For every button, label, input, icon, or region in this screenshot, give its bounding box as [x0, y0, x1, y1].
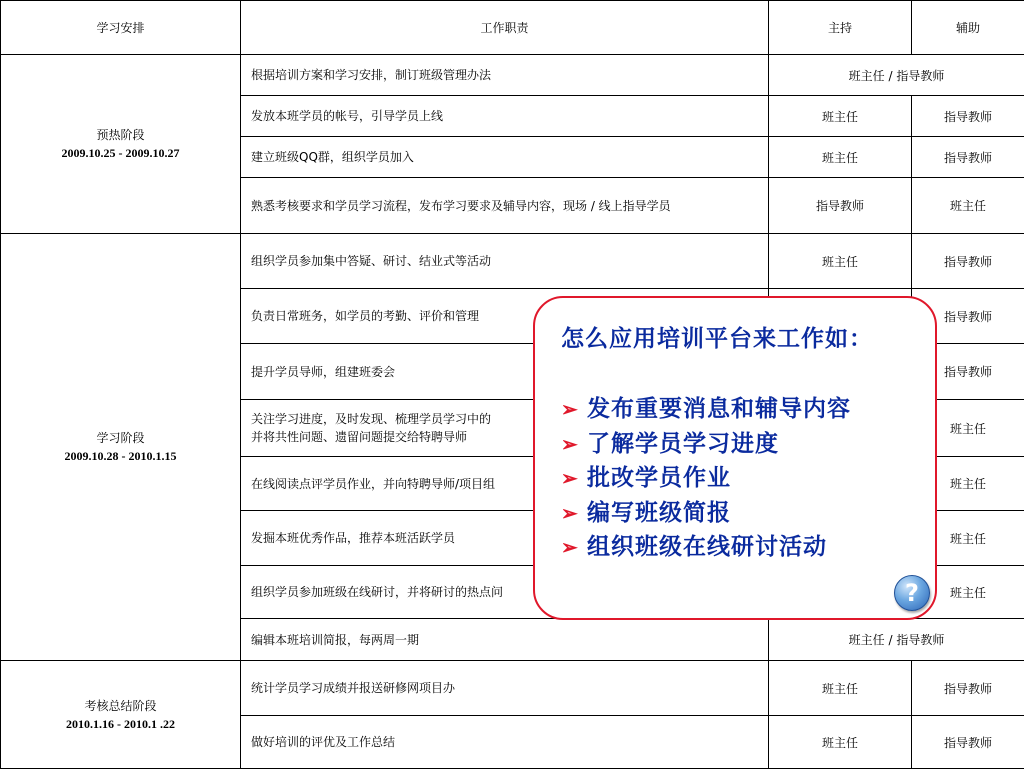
duty-cell: 建立班级QQ群，组织学员加入 — [241, 137, 769, 178]
duty-cell: 发掘本班优秀作品，推荐本班活跃学员 — [241, 511, 769, 566]
callout-item — [561, 496, 851, 531]
stage-cell-assessment — [1, 661, 241, 769]
duty-cell: 统计学员学习成绩并报送研修网项目办 — [241, 661, 769, 716]
duty-cell: 编辑本班培训简报，每两周一期 — [241, 619, 769, 661]
callout-box — [533, 296, 937, 620]
duty-cell: 组织学员参加班级在线研讨，并将研讨的热点问 — [241, 566, 769, 619]
stage-dates: 2009.10.25 - 2009.10.27 — [1, 144, 240, 162]
merged-role-cell: 班主任 / 指导教师 — [769, 619, 1024, 661]
duty-cell: 负责日常班务，如学员的考勤、评价和管理 — [241, 289, 769, 344]
assist-cell: 班主任 — [912, 178, 1024, 234]
merged-role-cell: 班主任 / 指导教师 — [769, 55, 1024, 96]
stage-name: 学习阶段 — [1, 429, 240, 447]
assist-cell: 班主任 — [912, 400, 1024, 457]
callout-list — [561, 392, 851, 565]
host-cell: 指导教师 — [769, 178, 912, 234]
duty-cell: 在线阅读点评学员作业，并向特聘导师/项目组 — [241, 457, 769, 511]
red-arrow-icon: ➢ — [561, 392, 581, 427]
callout-item — [561, 392, 851, 427]
table-row — [1, 234, 1024, 289]
callout-item — [561, 427, 851, 462]
assist-cell: 指导教师 — [912, 137, 1024, 178]
stage-cell-learning — [1, 234, 241, 661]
assist-cell: 指导教师 — [912, 716, 1024, 769]
table-row — [1, 661, 1024, 716]
stage-dates: 2009.10.28 - 2010.1.15 — [1, 447, 240, 465]
red-arrow-icon: ➢ — [561, 530, 581, 565]
assist-cell: 指导教师 — [912, 289, 1024, 344]
callout-question: 怎么应用培训平台来工作如： — [561, 322, 901, 355]
duty-cell: 熟悉考核要求和学员学习流程，发布学习要求及辅导内容，现场 / 线上指导学员 — [241, 178, 769, 234]
assist-cell: 指导教师 — [912, 344, 1024, 400]
callout-item-text: 批改学员作业 — [587, 464, 731, 491]
header-assist: 辅助 — [912, 1, 1024, 55]
red-arrow-icon: ➢ — [561, 461, 581, 496]
assist-cell: 指导教师 — [912, 96, 1024, 137]
host-cell: 班主任 — [769, 716, 912, 769]
assist-cell: 班主任 — [912, 511, 1024, 566]
stage-dates: 2010.1.16 - 2010.1 .22 — [1, 715, 240, 733]
duty-cell: 提升学员导师，组建班委会 — [241, 344, 769, 400]
callout-item-text: 了解学员学习进度 — [587, 430, 779, 457]
host-cell: 班主任 — [769, 234, 912, 289]
stage-cell-warmup — [1, 55, 241, 234]
stage-name: 预热阶段 — [1, 126, 240, 144]
header-duty: 工作职责 — [241, 1, 769, 55]
duty-cell: 做好培训的评优及工作总结 — [241, 716, 769, 769]
host-cell: 班主任 — [769, 96, 912, 137]
callout-item — [561, 530, 851, 565]
red-arrow-icon: ➢ — [561, 427, 581, 462]
callout-item-text: 发布重要消息和辅导内容 — [587, 395, 851, 422]
table-row — [1, 55, 1024, 96]
help-question-icon[interactable]: ? — [894, 575, 930, 611]
host-cell: 班主任 — [769, 661, 912, 716]
assist-cell: 班主任 — [912, 457, 1024, 511]
callout-item-text: 组织班级在线研讨活动 — [587, 533, 827, 560]
header-schedule: 学习安排 — [1, 1, 241, 55]
callout-item — [561, 461, 851, 496]
assist-cell: 指导教师 — [912, 234, 1024, 289]
assist-cell: 班主任 — [912, 566, 1024, 619]
red-arrow-icon: ➢ — [561, 496, 581, 531]
callout-item-text: 编写班级简报 — [587, 499, 731, 526]
duty-cell: 发放本班学员的帐号，引导学员上线 — [241, 96, 769, 137]
duty-line: 并将共性问题、遗留问题提交给特聘导师 — [251, 428, 768, 446]
header-host: 主持 — [769, 1, 912, 55]
header-row — [1, 1, 1024, 55]
assist-cell: 指导教师 — [912, 661, 1024, 716]
stage-name: 考核总结阶段 — [1, 697, 240, 715]
duty-line: 关注学习进度，及时发现、梳理学员学习中的 — [251, 410, 768, 428]
host-cell: 班主任 — [769, 137, 912, 178]
duty-cell: 根据培训方案和学习安排，制订班级管理办法 — [241, 55, 769, 96]
duty-cell: 组织学员参加集中答疑、研讨、结业式等活动 — [241, 234, 769, 289]
